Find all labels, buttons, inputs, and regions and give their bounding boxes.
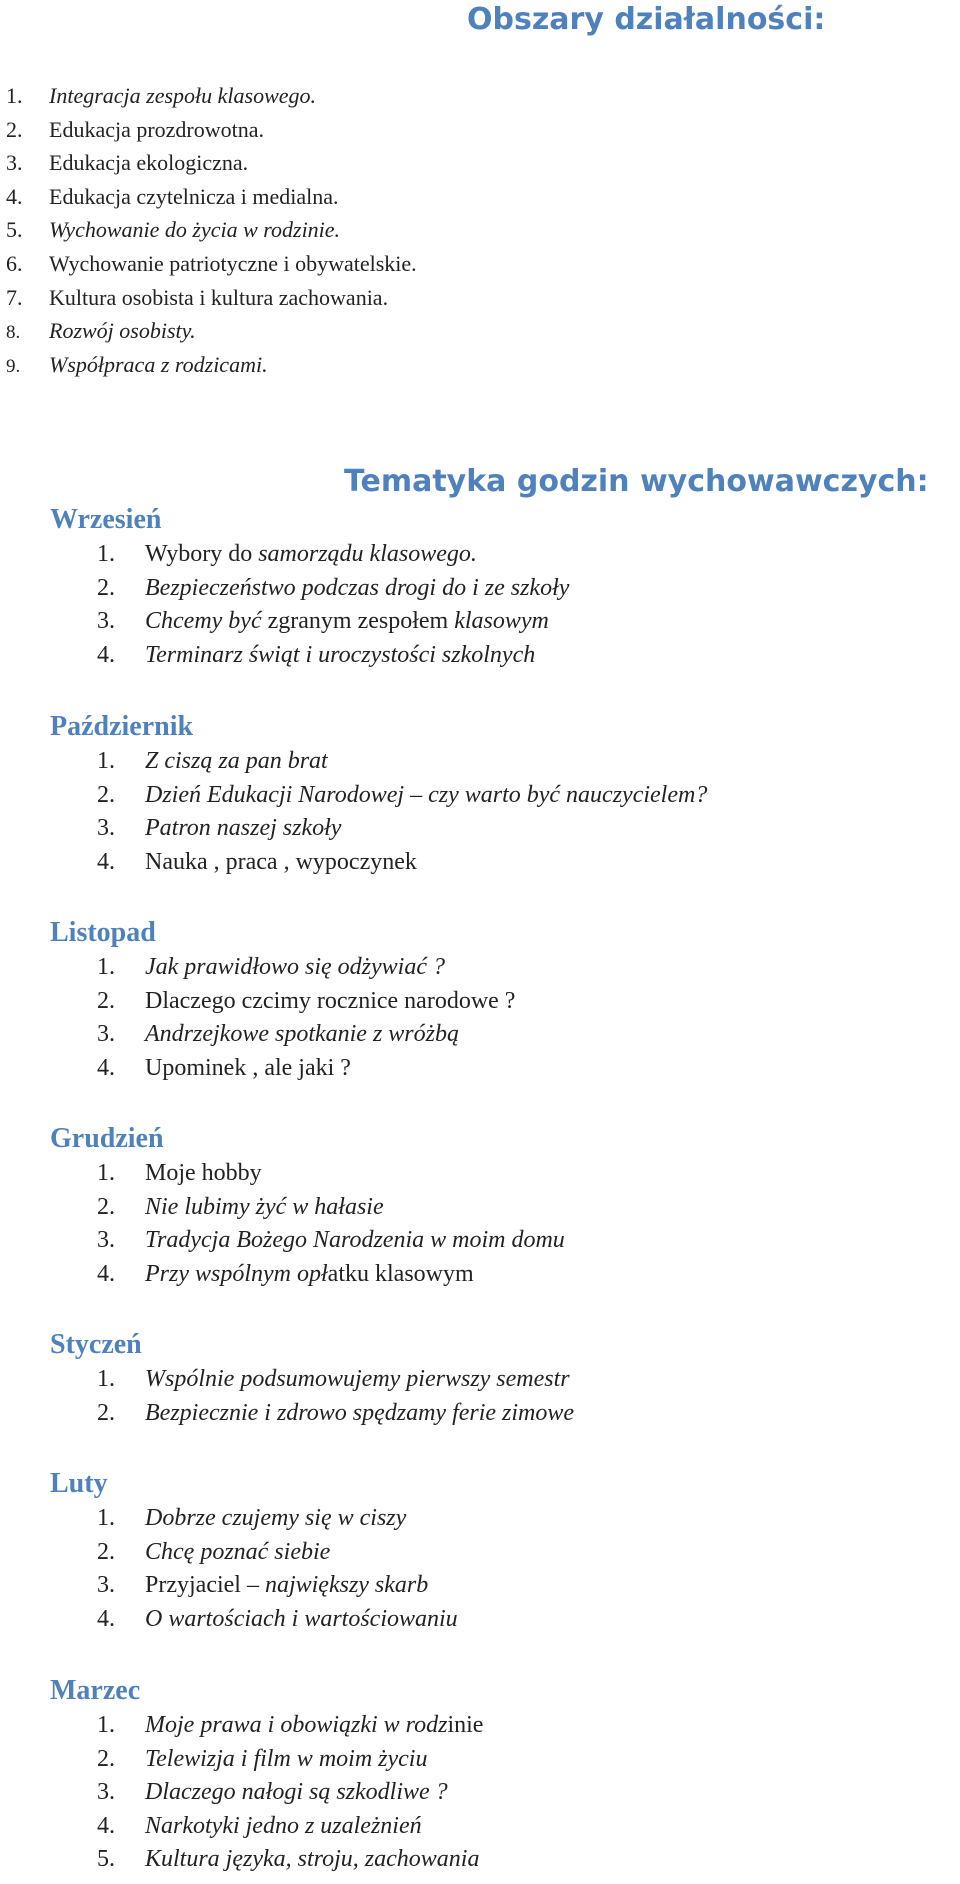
month-title: Listopad bbox=[50, 917, 156, 948]
area-item-number: 3. bbox=[6, 150, 23, 176]
topic-item-number: 1. bbox=[97, 954, 115, 980]
topic-item bbox=[0, 1743, 960, 1777]
area-item bbox=[0, 247, 417, 281]
topic-item-text: największy skarb bbox=[264, 1572, 429, 1598]
topic-item bbox=[0, 1843, 960, 1877]
topic-list bbox=[0, 1363, 960, 1430]
area-item bbox=[0, 180, 417, 214]
topic-item bbox=[0, 1810, 960, 1844]
area-item-text: Edukacja prozdrowotna. bbox=[49, 116, 265, 142]
topic-item-text: Patron naszej szkoły bbox=[145, 815, 342, 841]
topic-item bbox=[0, 1709, 960, 1743]
topic-item-number: 4. bbox=[97, 641, 115, 668]
area-item-text: Edukacja ekologiczna. bbox=[49, 150, 249, 176]
topic-list bbox=[0, 1709, 960, 1877]
area-item-number: 6. bbox=[6, 250, 23, 276]
month-title: Marzec bbox=[50, 1675, 141, 1706]
topic-item bbox=[0, 1258, 960, 1292]
topic-item bbox=[0, 1191, 960, 1225]
topic-item-text: Dlaczego nałogi są szkodliwe ? bbox=[145, 1779, 448, 1805]
topic-item-number: 1. bbox=[97, 1505, 115, 1531]
topic-list bbox=[0, 1502, 960, 1636]
topic-item-text: inie bbox=[447, 1712, 484, 1738]
area-item bbox=[0, 146, 417, 180]
topic-item-text: Wybory do bbox=[145, 541, 259, 567]
topic-item bbox=[0, 1502, 960, 1536]
topic-item-text: Z ciszą za pan brat bbox=[145, 748, 328, 774]
topic-item-number: 2. bbox=[97, 1193, 115, 1220]
topic-item-number: 1. bbox=[97, 541, 115, 567]
topic-item-number: 1. bbox=[97, 748, 115, 774]
month-title: Luty bbox=[50, 1468, 108, 1499]
topic-item-number: 3. bbox=[97, 1779, 115, 1805]
topic-item-number: 3. bbox=[97, 1227, 115, 1253]
topic-item-number: 2. bbox=[97, 781, 115, 808]
topic-item-text: Upominek , ale jaki ? bbox=[145, 1054, 351, 1081]
area-item bbox=[0, 113, 417, 147]
topic-item-text: Przy wspólnym opł bbox=[145, 1260, 328, 1287]
month-title: Styczeń bbox=[50, 1329, 142, 1360]
month-section bbox=[0, 1121, 960, 1291]
topic-item-text: klasowym bbox=[454, 608, 549, 634]
topic-item-text: Telewizja i film w moim życiu bbox=[145, 1745, 428, 1772]
area-item-number: 8. bbox=[6, 322, 21, 344]
topic-item-number: 4. bbox=[97, 1812, 115, 1839]
areas-heading: Obszary działalności: bbox=[467, 2, 826, 37]
area-item-text: Integracja zespołu klasowego. bbox=[49, 83, 317, 108]
topic-list bbox=[0, 951, 960, 1085]
topic-list bbox=[0, 1157, 960, 1291]
area-item-number: 9. bbox=[6, 355, 21, 377]
topic-item-number: 2. bbox=[97, 574, 115, 601]
topic-item-number: 2. bbox=[97, 1399, 115, 1426]
topic-item-text: zgranym zespołem bbox=[267, 608, 455, 634]
topic-item-text: Bezpieczeństwo podczas drogi do i ze szkoły bbox=[145, 574, 570, 601]
month-section bbox=[0, 1673, 960, 1877]
topic-item-text: Przyjaciel – bbox=[145, 1572, 265, 1598]
topic-item-text: atku klasowym bbox=[327, 1260, 474, 1287]
topic-item-text: Dzień Edukacji Narodowej – czy warto być nauczycielem? bbox=[145, 781, 708, 808]
topic-item-text: Nie lubimy żyć w hałasie bbox=[145, 1193, 384, 1220]
topic-item-text: samorządu klasowego. bbox=[258, 541, 477, 567]
topic-item bbox=[0, 985, 960, 1019]
topic-item-text: Tradycja Bożego Narodzenia w moim domu bbox=[145, 1227, 565, 1253]
area-item-text: Współpraca z rodzicami. bbox=[49, 351, 268, 377]
topic-item bbox=[0, 1776, 960, 1810]
topic-item-number: 2. bbox=[97, 987, 115, 1014]
topic-item-text: Wspólnie podsumowujemy pierwszy semestr bbox=[145, 1366, 570, 1392]
topic-item bbox=[0, 1157, 960, 1191]
topic-item-text: O wartościach i wartościowaniu bbox=[145, 1605, 458, 1632]
area-item-number: 4. bbox=[6, 183, 23, 209]
topic-item-number: 1. bbox=[97, 1160, 115, 1186]
topic-item-text: Dobrze czujemy się w ciszy bbox=[145, 1505, 407, 1531]
topic-item bbox=[0, 1052, 960, 1086]
topic-list bbox=[0, 538, 960, 672]
topic-item-number: 3. bbox=[97, 1021, 115, 1047]
topic-item-number: 1. bbox=[97, 1366, 115, 1392]
topic-item-text: Chcemy być bbox=[145, 608, 268, 634]
topic-item-number: 3. bbox=[97, 1572, 115, 1598]
topic-item bbox=[0, 639, 960, 673]
topic-item bbox=[0, 1397, 960, 1431]
topic-item bbox=[0, 951, 960, 985]
topic-item bbox=[0, 572, 960, 606]
topic-item bbox=[0, 605, 960, 639]
area-item-number: 2. bbox=[6, 116, 23, 142]
topic-item-text: Moje hobby bbox=[145, 1160, 262, 1186]
area-item-text: Edukacja czytelnicza i medialna. bbox=[49, 183, 339, 209]
area-item bbox=[0, 213, 417, 247]
topic-item bbox=[0, 1224, 960, 1258]
topic-item bbox=[0, 812, 960, 846]
area-item bbox=[0, 79, 417, 113]
topic-item-number: 4. bbox=[97, 1605, 115, 1632]
topic-item-number: 3. bbox=[97, 815, 115, 841]
area-item bbox=[0, 348, 417, 382]
area-item-number: 5. bbox=[6, 217, 23, 243]
topic-item-text: Jak prawidłowo się odżywiać ? bbox=[145, 954, 445, 980]
topic-item-number: 3. bbox=[97, 608, 115, 634]
area-item bbox=[0, 314, 417, 348]
topic-item bbox=[0, 779, 960, 813]
topic-item-text: Terminarz świąt i uroczystości szkolnych bbox=[145, 641, 536, 668]
topic-item bbox=[0, 538, 960, 572]
topic-item bbox=[0, 1536, 960, 1570]
month-title: Grudzień bbox=[50, 1123, 164, 1154]
topic-item-number: 5. bbox=[97, 1846, 115, 1872]
topic-item bbox=[0, 745, 960, 779]
topic-item-number: 2. bbox=[97, 1538, 115, 1565]
topic-item-text: Chcę poznać siebie bbox=[145, 1538, 331, 1565]
month-section bbox=[0, 915, 960, 1085]
topic-list bbox=[0, 745, 960, 879]
topic-item-number: 1. bbox=[97, 1712, 115, 1738]
topic-item-number: 4. bbox=[97, 848, 115, 875]
topic-item bbox=[0, 1363, 960, 1397]
topic-item bbox=[0, 1569, 960, 1603]
topic-item-text: Kultura języka, stroju, zachowania bbox=[145, 1846, 480, 1872]
area-item-text: Wychowanie patriotyczne i obywatelskie. bbox=[49, 250, 417, 276]
topic-item-text: Nauka , praca , wypoczynek bbox=[145, 848, 417, 875]
topic-item bbox=[0, 1603, 960, 1637]
month-section bbox=[0, 709, 960, 879]
topic-item bbox=[0, 846, 960, 880]
area-item bbox=[0, 281, 417, 315]
area-item-text: Wychowanie do życia w rodzinie. bbox=[49, 217, 341, 243]
topic-item-text: Andrzejkowe spotkanie z wróżbą bbox=[145, 1021, 459, 1047]
topic-item-number: 2. bbox=[97, 1745, 115, 1772]
topic-item-text: Dlaczego czcimy rocznice narodowe ? bbox=[145, 987, 516, 1014]
areas-list bbox=[0, 79, 417, 381]
month-section bbox=[0, 502, 960, 672]
area-item-number: 1. bbox=[6, 83, 23, 108]
area-item-text: Rozwój osobisty. bbox=[49, 318, 196, 344]
month-title: Październik bbox=[50, 711, 194, 742]
month-section bbox=[0, 1327, 960, 1430]
topic-item bbox=[0, 1018, 960, 1052]
topic-item-text: Moje prawa i obowiązki w rodz bbox=[145, 1712, 448, 1738]
topic-item-text: Narkotyki jedno z uzależnień bbox=[145, 1812, 422, 1839]
topics-heading: Tematyka godzin wychowawczych: bbox=[344, 464, 929, 499]
area-item-text: Kultura osobista i kultura zachowania. bbox=[49, 284, 389, 310]
topic-item-number: 4. bbox=[97, 1260, 115, 1287]
area-item-number: 7. bbox=[6, 284, 23, 310]
topic-item-text: Bezpiecznie i zdrowo spędzamy ferie zimowe bbox=[145, 1399, 575, 1426]
topic-item-number: 4. bbox=[97, 1054, 115, 1081]
month-title: Wrzesień bbox=[50, 504, 162, 535]
month-section bbox=[0, 1466, 960, 1636]
